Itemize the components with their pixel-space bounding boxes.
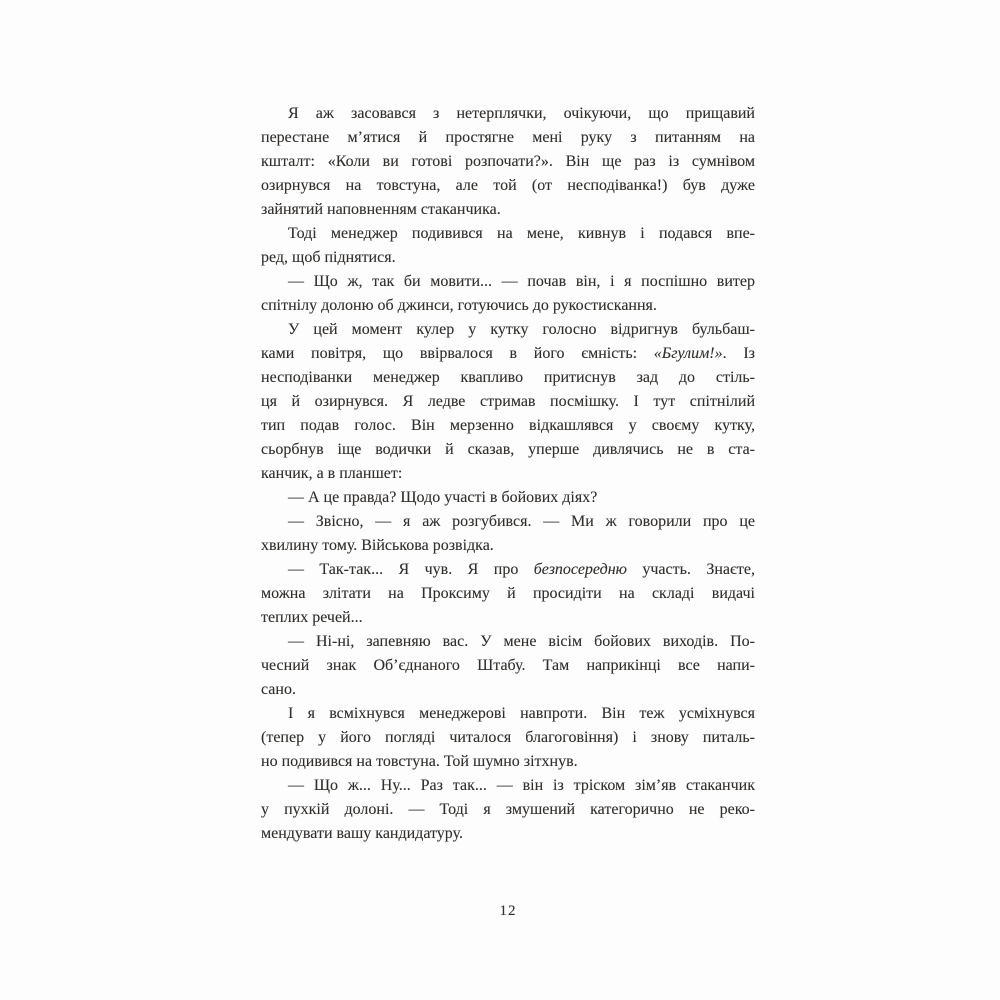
text-segment: — Звісно, — я аж розгубився. — Ми ж говорили про це: [288, 513, 755, 530]
text-segment: (тепер у його погляді читалося благоговіння) і знову питаль-: [261, 729, 755, 746]
text-segment: У цей момент кулер у кутку голосно відригнув бульбаш-: [288, 321, 755, 338]
paragraph: [261, 510, 755, 558]
paragraph: [261, 774, 755, 846]
text-line: [261, 150, 755, 174]
paragraph: [261, 222, 755, 270]
text-line: [261, 390, 755, 414]
text-line: [261, 822, 755, 846]
text-segment: у пухкій долоні. — Тоді я змушений категорично не реко-: [261, 801, 755, 818]
text-line: [261, 270, 755, 294]
paragraph: [261, 558, 755, 630]
text-line: [261, 126, 755, 150]
italic-text: безпосередню: [533, 561, 627, 578]
paragraph: [261, 630, 755, 702]
text-segment: перестане м’ятися й простягне мені руку з питанням на: [261, 129, 755, 146]
text-segment: теплих речей...: [261, 609, 363, 626]
text-segment: канчик, а в планшет:: [261, 465, 403, 482]
paragraph: [261, 102, 755, 222]
text-line: [261, 414, 755, 438]
text-segment: озирнувся на товстуна, але той (от несподіванка!) був дуже: [261, 177, 755, 194]
text-segment: — Ні-ні, запевняю вас. У мене вісім бойових виходів. По-: [288, 633, 755, 650]
text-line: [261, 678, 755, 702]
text-line: [261, 246, 755, 270]
text-line: [261, 222, 755, 246]
text-line: [261, 294, 755, 318]
text-line: [261, 726, 755, 750]
text-line: [261, 342, 755, 366]
text-segment: сано.: [261, 681, 296, 698]
text-line: [261, 534, 755, 558]
text-segment: хвилину тому. Військова розвідка.: [261, 537, 494, 554]
text-segment: можна злітати на Проксиму й просидіти на складі видачі: [261, 585, 755, 602]
text-line: [261, 318, 755, 342]
text-line: [261, 462, 755, 486]
text-segment: мендувати вашу кандидатуру.: [261, 825, 463, 842]
text-line: [261, 798, 755, 822]
text-segment: — Що ж, так би мовити... — почав він, і я поспішно витер: [288, 273, 755, 290]
text-line: [261, 366, 755, 390]
text-segment: ця й озирнувся. Я ледве стримав посмішку. І тут спітнілий: [261, 393, 755, 410]
text-segment: — А це правда? Щодо участі в бойових діях?: [288, 489, 598, 506]
text-line: [261, 102, 755, 126]
italic-text: «Бгулим!»: [653, 345, 723, 362]
text-segment: Тоді менеджер подивився на мене, кивнув і подався впе-: [288, 225, 755, 242]
text-segment: Я аж засовався з нетерплячки, очікуючи, що прищавий: [288, 105, 755, 122]
text-line: [261, 438, 755, 462]
text-line: [261, 774, 755, 798]
text-segment: но подивився на товстуна. Той шумно зітхнув.: [261, 753, 578, 770]
text-line: [261, 510, 755, 534]
text-line: [261, 198, 755, 222]
text-line: [261, 630, 755, 654]
text-line: [261, 702, 755, 726]
paragraph: [261, 702, 755, 774]
text-segment: тип подав голос. Він мерзенно відкашлявся у своєму кутку,: [261, 417, 755, 434]
text-segment: ред, щоб піднятися.: [261, 249, 396, 266]
text-line: [261, 606, 755, 630]
text-line: [261, 174, 755, 198]
text-line: [261, 582, 755, 606]
text-segment: зайнятий наповненням стаканчика.: [261, 201, 501, 218]
text-segment: ками повітря, що ввірвалося в його ємність:: [261, 345, 654, 362]
paragraph: [261, 486, 755, 510]
text-segment: — Що ж... Ну... Раз так... — він із тріском зім’яв стаканчик: [288, 777, 755, 794]
paragraph: [261, 270, 755, 318]
text-line: [261, 654, 755, 678]
text-segment: участь. Знаєте,: [626, 561, 755, 578]
paragraph: [261, 318, 755, 486]
text-segment: — Так-так... Я чув. Я про: [288, 561, 534, 578]
text-line: [261, 558, 755, 582]
text-block: [261, 102, 755, 846]
text-line: [261, 750, 755, 774]
text-segment: несподіванки менеджер квапливо притиснув зад до стіль-: [261, 369, 755, 386]
text-line: [261, 486, 755, 510]
text-segment: кшталт: «Коли ви готові розпочати?». Він ще раз із сумнівом: [261, 153, 755, 170]
text-segment: І я всміхнувся менеджерові навпроти. Він теж усміхнувся: [288, 705, 755, 722]
text-segment: сьорбнув іще водички й сказав, уперше дивлячись не в ста-: [261, 441, 755, 458]
page-number: 12: [499, 903, 517, 919]
text-segment: . Із: [722, 345, 755, 362]
text-segment: спітнілу долоню об джинси, готуючись до рукостискання.: [261, 297, 657, 314]
text-segment: чесний знак Об’єднаного Штабу. Там наприкінці все напи-: [261, 657, 755, 674]
